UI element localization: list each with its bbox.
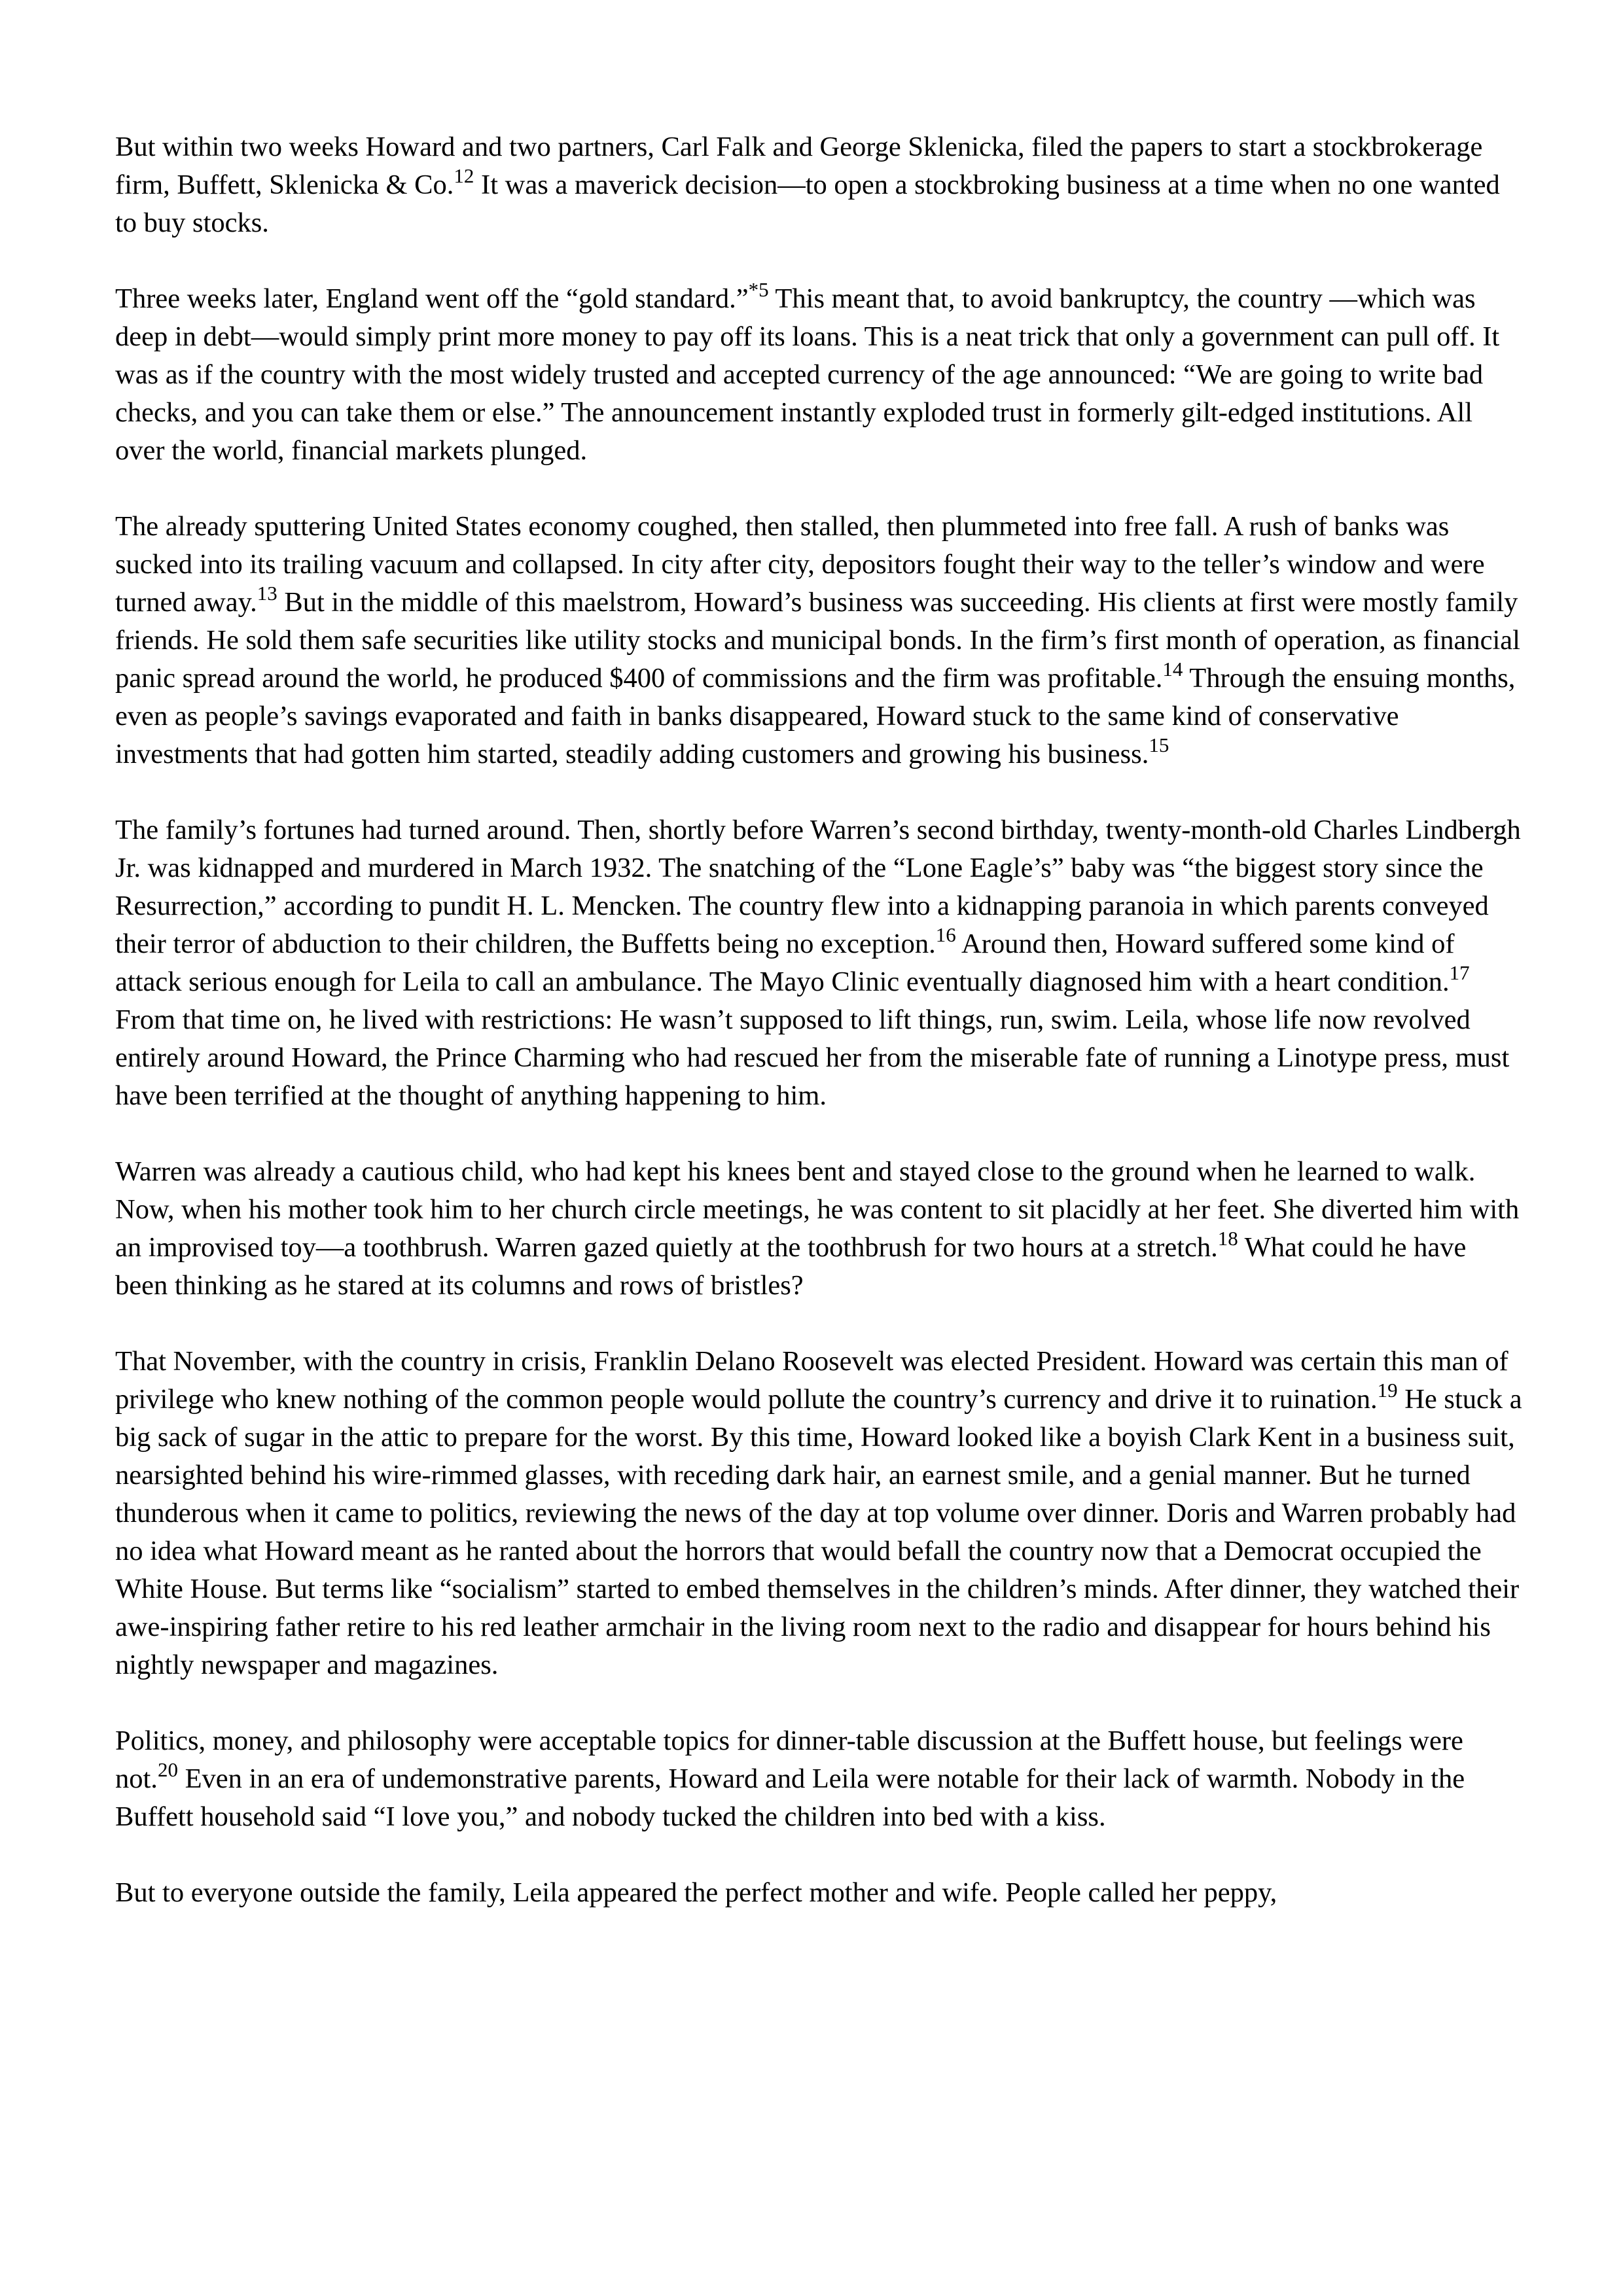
paragraph [115,1153,1524,1305]
paragraph [115,1343,1524,1684]
body-text [115,128,1524,1950]
paragraph [115,128,1524,242]
paragraph-text: From that time on, he lived with restrictions: He wasn’t supposed to lift things, run, swim. Leila, whose life now revolved entirely around Howard, the Prince Charming who had rescued her from the miserable fate of running a Linotype press, must have been terrified at the thought of anything happening to him. [115,1004,1510,1111]
paragraph-text: Three weeks later, England went off the “gold standard.” [115,283,749,314]
footnote-marker: *5 [748,277,769,301]
paragraph-text: Even in an era of undemonstrative parents, Howard and Leila were notable for their lack of warmth. Nobody in the Buffett household said “I love you,” and nobody tucked the children into bed with a kiss. [115,1763,1465,1832]
footnote-marker: 19 [1377,1378,1398,1402]
footnote-marker: 18 [1217,1226,1238,1250]
footnote-marker: 17 [1449,961,1470,984]
paragraph-text: Around then, Howard suffered some kind of attack serious enough for Leila to call an ambulance. The Mayo Clinic eventually diagnosed him with a heart condition. [115,928,1455,997]
paragraph-text: He stuck a big sack of sugar in the attic to prepare for the worst. By this time, Howard looked like a boyish Clark Kent in a business suit, nearsighted behind his wire-rimmed glasses, with receding dark hair, an earnest smile, and a genial manner. But he turned thunderous when it came to politics, reviewing the news of the day at top volume over dinner. Doris and Warren probably had no idea what Howard meant as he ranted about the horrors that would befall the country now that a Democrat occupied the White House. But terms like “socialism” started to embed themselves in the children’s minds. After dinner, they watched their awe-inspiring father retire to his red leather armchair in the living room next to the radio and disappear for hours behind his nightly newspaper and magazines. [115,1384,1522,1680]
footnote-marker: 20 [157,1757,178,1781]
paragraph-text: The already sputtering United States economy coughed, then stalled, then plummeted into free fall. A rush of banks was sucked into its trailing vacuum and collapsed. In city after city, depositors fought their way to the teller’s window and were turned away. [115,511,1485,618]
footnote-marker: 13 [257,581,277,605]
footnote-marker: 14 [1162,657,1183,680]
paragraph-text: But within two weeks Howard and two partners, Carl Falk and George Sklenicka, filed the papers to start a stockbrokerage firm, Buffett, Sklenicka & Co. [115,132,1483,200]
paragraph-text: Warren was already a cautious child, who had kept his knees bent and stayed close to the ground when he learned to walk. Now, when his mother took him to her church circle meetings, he was content to sit placidly at her feet. She diverted him with an improvised toy—a toothbrush. Warren gazed quietly at the toothbrush for two hours at a stretch. [115,1156,1520,1263]
paragraph-text: But to everyone outside the family, Leila appeared the perfect mother and wife. People called her peppy, [115,1877,1277,1908]
paragraph-text: It was a maverick decision—to open a stockbroking business at a time when no one wanted to buy stocks. [115,169,1500,238]
paragraph-text: This meant that, to avoid bankruptcy, the country —which was deep in debt—would simply print more money to pay off its loans. This is a neat trick that only a government can pull off. It was as if the country with the most widely trusted and accepted currency of the age announced: “We are going to write bad checks, and you can take them or else.” The announcement instantly exploded trust in formerly gilt-edged institutions. All over the world, financial markets plunged. [115,283,1500,466]
paragraph-text: Politics, money, and philosophy were acceptable topics for dinner-table discussion at the Buffett house, but feelings were not. [115,1725,1463,1794]
paragraph [115,508,1524,773]
paragraph-text: But in the middle of this maelstrom, Howard’s business was succeeding. His clients at first were mostly family friends. He sold them safe securities like utility stocks and municipal bonds. In the firm’s first month of operation, as financial panic spread around the world, he produced $400 of commissions and the firm was profitable. [115,587,1520,694]
footnote-marker: 16 [935,923,956,946]
paragraph [115,811,1524,1115]
paragraph-text: The family’s fortunes had turned around. Then, shortly before Warren’s second birthday, twenty-month-old Charles Lindbergh Jr. was kidnapped and murdered in March 1932. The snatching of the “Lone Eagle’s” baby was “the biggest story since the Resurrection,” according to pundit H. L. Mencken. The country flew into a kidnapping paranoia in which parents conveyed their terror of abduction to their children, the Buffetts being no exception. [115,815,1521,959]
footnote-marker: 15 [1149,733,1169,756]
paragraph-text: Through the ensuing months, even as people’s savings evaporated and faith in banks disappeared, Howard stuck to the same kind of conservative investments that had gotten him started, steadily adding customers and growing his business. [115,663,1516,769]
paragraph-text: That November, with the country in crisis, Franklin Delano Roosevelt was elected President. Howard was certain this man of privilege who knew nothing of the common people would pollute the country’s currency and drive it to ruination. [115,1346,1508,1415]
paragraph [115,1722,1524,1836]
paragraph [115,277,1524,470]
paragraph-text: What could he have been thinking as he stared at its columns and rows of bristles? [115,1232,1467,1301]
paragraph [115,1874,1524,1912]
footnote-marker: 12 [454,164,474,187]
